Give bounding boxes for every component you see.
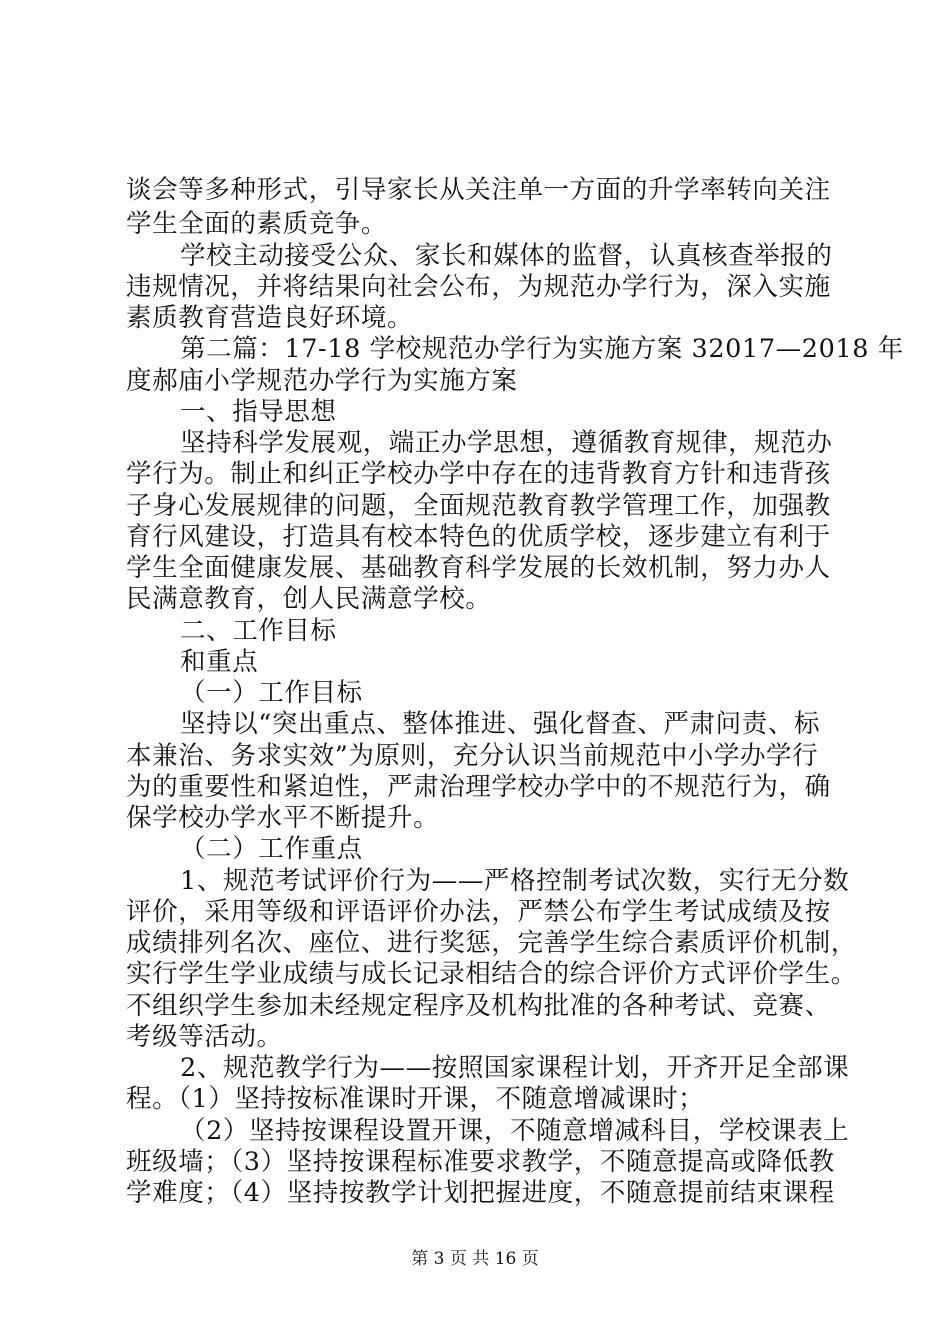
text-line: 成绩排列名次、座位、进行奖惩，完善学生综合素质评价机制，	[126, 928, 857, 958]
text-line: 1、规范考试评价行为——严格控制考试次数，实行无分数	[180, 866, 850, 896]
subheading: 和重点	[180, 647, 259, 677]
section-heading: 度郝庙小学规范办学行为实施方案	[126, 366, 518, 396]
text-line: 程。（1）坚持按标准课时开课，不随意增减课时；	[126, 1084, 705, 1114]
text-line: 素质教育营造良好环境。	[126, 303, 414, 333]
text-line: 本兼治、务求实效”为原则，充分认识当前规范中小学办学行	[126, 741, 819, 771]
text-line: 为的重要性和紧迫性，严肃治理学校办学中的不规范行为，确	[126, 772, 831, 802]
text-line: 班级墙；（3）坚持按课程标准要求教学，不随意提高或降低教	[126, 1147, 835, 1177]
text-line: （2）坚持按课程设置开课，不随意增减科目，学校课表上	[180, 1116, 850, 1146]
text-line: 坚持科学发展观，端正办学思想，遵循教育规律，规范办	[180, 428, 833, 458]
text-line: 学生全面的素质竞争。	[126, 209, 388, 239]
text-line: 保学校办学水平不断提升。	[126, 803, 440, 833]
page-footer: 第 3 页 共 16 页	[411, 1249, 539, 1269]
text-line: 学难度；（4）坚持按教学计划把握进度，不随意提前结束课程	[126, 1178, 835, 1208]
subheading: 二、工作目标	[180, 616, 337, 646]
text-line: 学校主动接受公众、家长和媒体的监督，认真核查举报的	[180, 241, 833, 271]
subheading: （一）工作目标	[180, 678, 363, 708]
text-line: 育行风建设，打造具有校本特色的优质学校，逐步建立有利于	[126, 522, 831, 552]
subheading: （二）工作重点	[180, 834, 363, 864]
subheading: 一、指导思想	[180, 397, 337, 427]
text-line: 学生全面健康发展、基础教育科学发展的长效机制，努力办人	[126, 553, 831, 583]
section-heading: 第二篇：17-18 学校规范办学行为实施方案 32017—2018 年	[180, 334, 904, 364]
text-line: 2、规范教学行为——按照国家课程计划，开齐开足全部课	[180, 1053, 850, 1083]
text-line: 评价，采用等级和评语评价办法，严禁公布学生考试成绩及按	[126, 897, 831, 927]
text-line: 民满意教育，创人民满意学校。	[126, 584, 492, 614]
text-line: 子身心发展规律的问题，全面规范教育教学管理工作，加强教	[126, 491, 831, 521]
text-line: 坚持以“突出重点、整体推进、强化督查、严肃问责、标	[180, 709, 821, 739]
text-line: 实行学生学业成绩与成长记录相结合的综合评价方式评价学生。	[126, 959, 857, 989]
text-line: 学行为。制止和纠正学校办学中存在的违背教育方针和违背孩	[126, 459, 831, 489]
text-line: 谈会等多种形式，引导家长从关注单一方面的升学率转向关注	[126, 175, 831, 205]
text-line: 违规情况，并将结果向社会公布，为规范办学行为，深入实施	[126, 272, 831, 302]
text-line: 考级等活动。	[126, 1022, 283, 1052]
text-line: 不组织学生参加未经规定程序及机构批准的各种考试、竞赛、	[126, 991, 831, 1021]
